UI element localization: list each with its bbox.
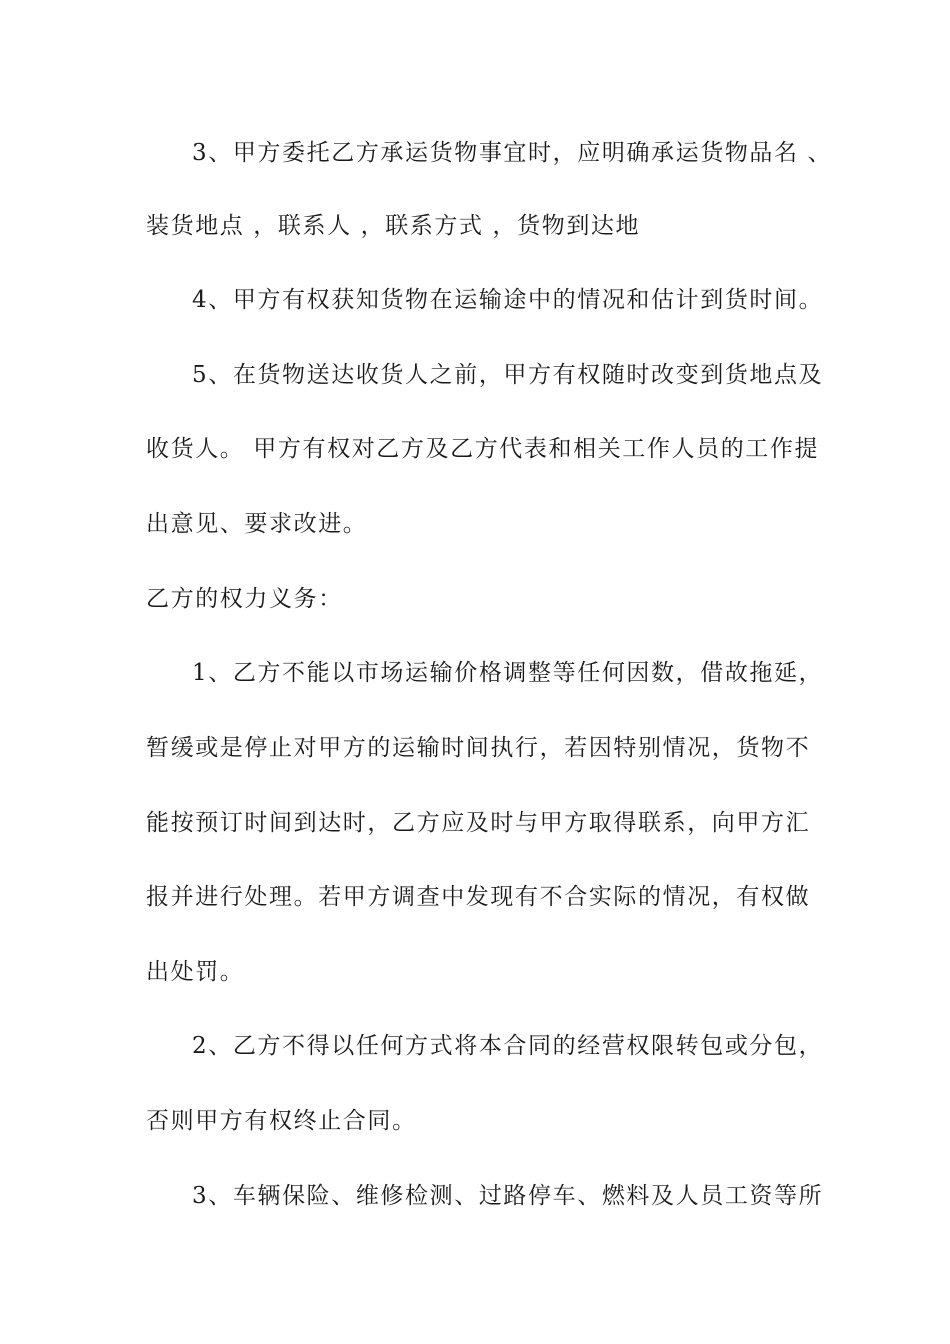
clause-a3-line-2: 装货地点 ，联系人 ，联系方式 ，货物到达地 (146, 213, 641, 239)
clause-a5-line-3: 出意见、要求改进。 (146, 511, 368, 537)
clause-b1-line-2: 暂缓或是停止对甲方的运输时间执行，若因特别情况，货物不 (146, 735, 811, 761)
clause-b2-line-2: 否则甲方有权终止合同。 (146, 1108, 417, 1134)
clause-b1-line-1: 1、乙方不能以市场运输价格调整等任何因数，借故拖延， (192, 660, 824, 686)
clause-b1-line-4: 报并进行处理。若甲方调查中发现有不合实际的情况，有权做 (146, 884, 811, 910)
clause-b1-line-3: 能按预订时间到达时，乙方应及时与甲方取得联系，向甲方汇 (146, 810, 811, 836)
clause-a5-line-1: 5、在货物送达收货人之前，甲方有权随时改变到货地点及 (192, 362, 824, 388)
clause-a5-line-2: 收货人。 甲方有权对乙方及乙方代表和相关工作人员的工作提 (146, 436, 820, 462)
clause-a3-line-1: 3、甲方委托乙方承运货物事宜时，应明确承运货物品名 、 (192, 140, 833, 166)
clause-b2-line-1: 2、乙方不得以任何方式将本合同的经营权限转包或分包， (192, 1033, 824, 1059)
clause-b3-line-1: 3、车辆保险、维修检测、过路停车、燃料及人员工资等所 (192, 1183, 824, 1209)
clause-a4-line-1: 4、甲方有权获知货物在运输途中的情况和估计到货时间。 (192, 287, 824, 313)
section-heading-party-b: 乙方的权力义务： (146, 586, 343, 612)
clause-b1-line-5: 出处罚。 (146, 959, 245, 985)
